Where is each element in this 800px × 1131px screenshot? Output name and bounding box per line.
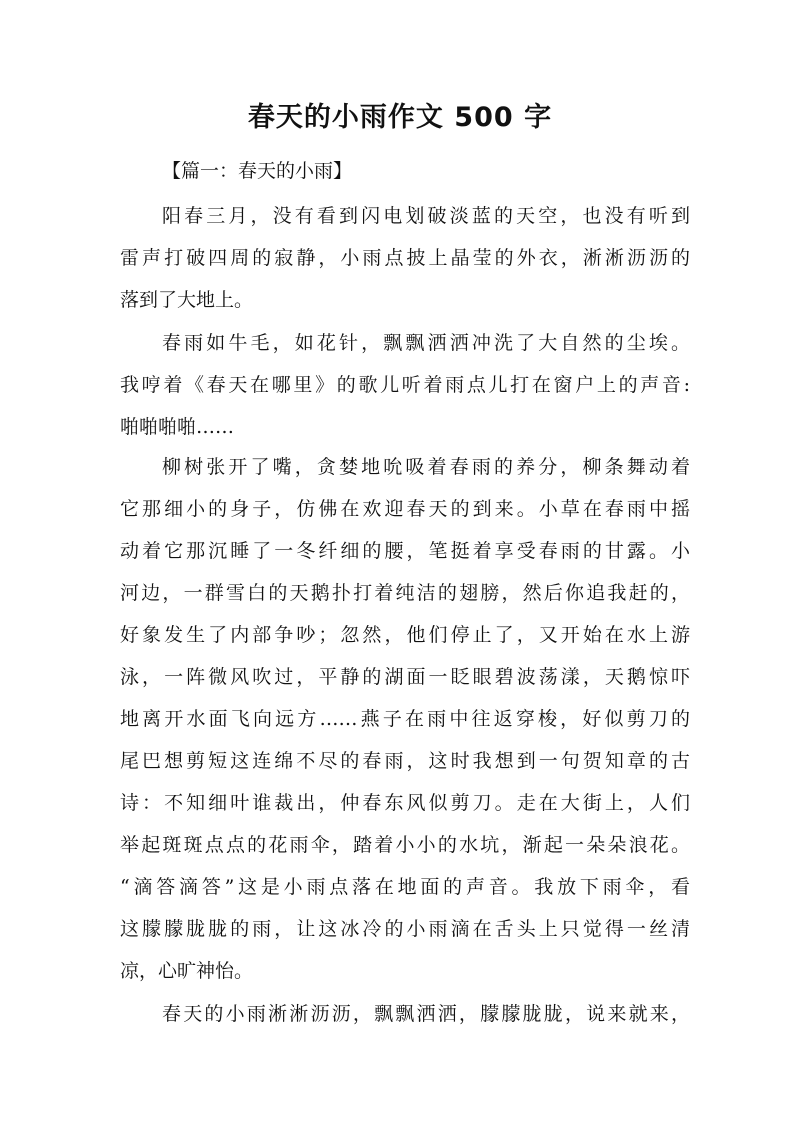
paragraph-line: 这朦朦胧胧的雨，让这冰冷的小雨滴在舌头上只觉得一丝清 <box>120 918 690 940</box>
paragraph-2 <box>120 322 690 448</box>
paragraph-line: 尾巴想剪短这连绵不尽的春雨，这时我想到一句贺知章的古 <box>120 750 690 772</box>
paragraph-line: 啪啪啪啪…… <box>120 416 235 438</box>
paragraph-1 <box>120 195 690 321</box>
paragraph-line: 春天的小雨淅淅沥沥，飘飘洒洒，朦朦胧胧，说来就来， <box>162 1003 690 1025</box>
paragraph-line: “滴答滴答”这是小雨点落在地面的声音。我放下雨伞，看 <box>120 876 690 898</box>
paragraph-line: 凉，心旷神怡。 <box>120 960 254 982</box>
paragraph-line: 春雨如牛毛，如花针，飘飘洒洒冲洗了大自然的尘埃。 <box>162 332 690 354</box>
paragraph-3 <box>120 446 690 992</box>
paragraph-line: 泳，一阵微风吹过，平静的湖面一眨眼碧波荡漾，天鹅惊吓 <box>120 666 690 688</box>
paragraph-line: 柳树张开了嘴，贪婪地吮吸着春雨的养分，柳条舞动着 <box>162 456 690 478</box>
paragraph-line: 动着它那沉睡了一冬纤细的腰，笔挺着享受春雨的甘露。小 <box>120 540 690 562</box>
paragraph-line: 落到了大地上。 <box>120 289 254 311</box>
paragraph-4 <box>120 993 690 1035</box>
paragraph-line: 好象发生了内部争吵；忽然，他们停止了，又开始在水上游 <box>120 624 690 646</box>
section-heading: 【篇一：春天的小雨】 <box>162 160 353 182</box>
paragraph-line: 地离开水面飞向远方……燕子在雨中往返穿梭，好似剪刀的 <box>120 708 690 730</box>
paragraph-line: 举起斑斑点点的花雨伞，踏着小小的水坑，渐起一朵朵浪花。 <box>120 834 690 856</box>
paragraph-line: 河边，一群雪白的天鹅扑打着纯洁的翅膀，然后你追我赶的， <box>120 582 690 604</box>
paragraph-line: 我哼着《春天在哪里》的歌儿听着雨点儿打在窗户上的声音: <box>120 374 690 396</box>
paragraph-line: 阳春三月，没有看到闪电划破淡蓝的天空，也没有听到 <box>162 205 690 227</box>
document-title: 春天的小雨作文 500 字 <box>247 102 553 133</box>
paragraph-line: 它那细小的身子，仿佛在欢迎春天的到来。小草在春雨中摇 <box>120 498 690 520</box>
paragraph-line: 诗：不知细叶谁裁出，仲春东风似剪刀。走在大街上，人们 <box>120 792 690 814</box>
paragraph-line: 雷声打破四周的寂静，小雨点披上晶莹的外衣，淅淅沥沥的 <box>120 247 690 269</box>
